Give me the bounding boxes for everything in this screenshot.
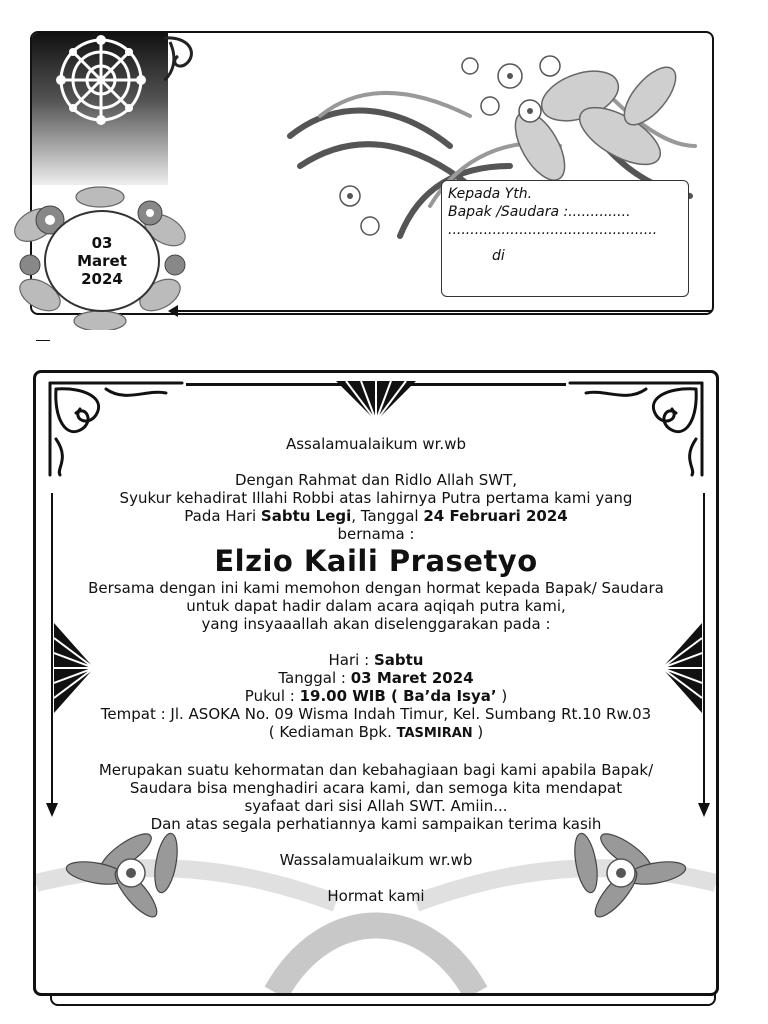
address-line-2: Bapak /Saudara :.............. [448, 204, 631, 220]
intro-line-1: Dengan Rahmat dan Ridlo Allah SWT, [234, 471, 518, 489]
birth-line [36, 507, 716, 525]
greeting: Assalamualaikum wr.wb [285, 435, 466, 453]
date-day: 03 [91, 234, 113, 252]
baby-name: Elzio Kaili Prasetyo [214, 544, 538, 578]
pukul-label: Pukul : [244, 687, 300, 705]
intro-line-2: Syukur kehadirat Illahi Robbi atas lahirnya Putra pertama kami yang [119, 489, 633, 507]
invitation-text [36, 435, 716, 905]
tempat-line: Tempat : Jl. ASOKA No. 09 Wisma Indah Timur, Kel. Sumbang Rt.10 Rw.03 [100, 705, 652, 723]
invitation-card [33, 370, 719, 996]
closing-line-3: syafaat dari sisi Allah SWT. Amiin... [244, 797, 508, 815]
birth-day: Sabtu Legi [260, 507, 352, 525]
kediaman-line [36, 723, 716, 743]
kediaman-name: TASMIRAN [396, 726, 473, 741]
request-line-1: Bersama dengan ini kami memohon dengan hormat kepada Bapak/ Saudara [88, 579, 664, 597]
hari-line [36, 651, 716, 669]
address-line-3: ............................................... [448, 222, 658, 238]
address-line-1: Kepada Yth. [448, 186, 533, 202]
divider-dash [36, 340, 50, 341]
bernama-label: bernama : [337, 525, 415, 543]
event-date-badge [44, 210, 160, 312]
salam: Wassalamualaikum wr.wb [279, 851, 473, 869]
pukul-line [36, 687, 716, 705]
envelope-underline [176, 310, 712, 312]
tanggal-line [36, 669, 716, 687]
birth-mid: , Tanggal [351, 507, 424, 525]
date-year: 2024 [81, 270, 123, 288]
recipient-address-box [441, 180, 689, 297]
top-sunburst-icon [336, 381, 416, 421]
pukul-close: ) [496, 687, 508, 705]
pukul-value: 19.00 WIB ( Ba’da Isya’ [299, 687, 497, 705]
hari-value: Sabtu [373, 651, 424, 669]
hormat-kami: Hormat kami [327, 887, 425, 905]
tanggal-label: Tanggal : [278, 669, 351, 687]
request-line-3: yang insyaaallah akan diselenggarakan pada : [201, 615, 551, 633]
tanggal-value: 03 Maret 2024 [350, 669, 474, 687]
address-line-4: di [492, 248, 505, 264]
kediaman-prefix: ( Kediaman Bpk. [268, 723, 397, 741]
birth-date: 24 Februari 2024 [423, 507, 568, 525]
corner-swirl-icon [160, 34, 202, 84]
kediaman-close: ) [472, 723, 484, 741]
date-month: Maret [77, 252, 127, 270]
request-line-2: untuk dapat hadir dalam acara aqiqah putra kami, [186, 597, 566, 615]
mandala-ornament-icon [36, 34, 166, 126]
birth-prefix: Pada Hari [184, 507, 261, 525]
closing-line-1: Merupakan suatu kehormatan dan kebahagiaan bagi kami apabila Bapak/ [98, 761, 654, 779]
closing-line-2: Saudara bisa menghadiri acara kami, dan semoga kita mendapat [129, 779, 623, 797]
hari-label: Hari : [328, 651, 374, 669]
closing-line-4: Dan atas segala perhatiannya kami sampaikan terima kasih [150, 815, 602, 833]
